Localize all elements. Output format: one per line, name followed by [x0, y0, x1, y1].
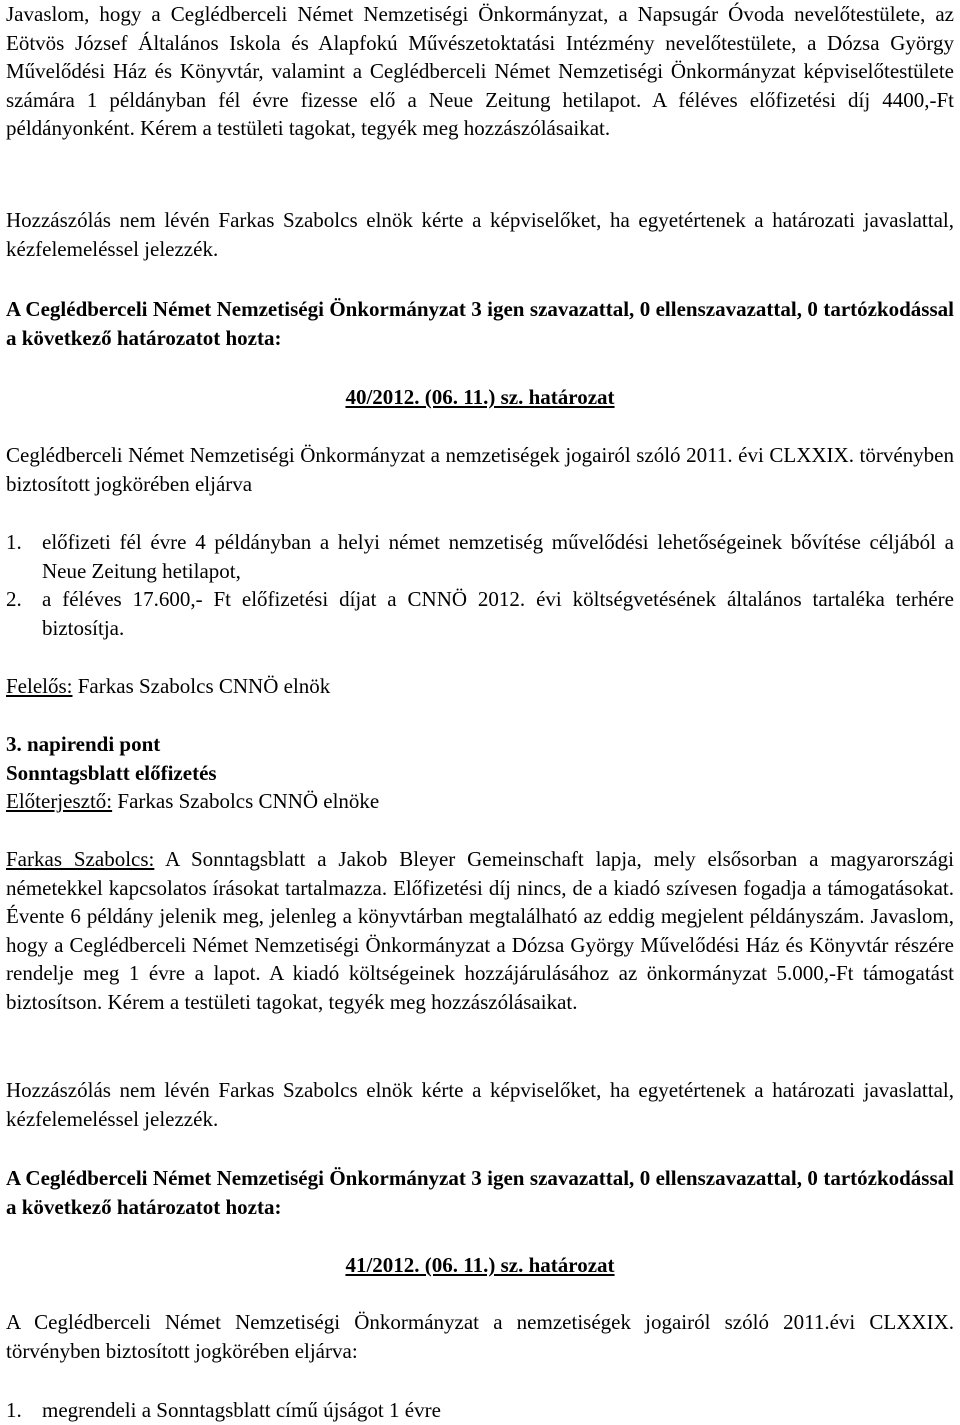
list-item-number: 1.: [6, 1398, 22, 1422]
list-item: [6, 585, 954, 642]
list-item-number: 2.: [6, 587, 22, 612]
vote-request-1: Hozzászólás nem lévén Farkas Szabolcs elnök kérte a képviselőket, ha egyetértenek a határozati javaslattal, kézfelemeléssel jelezzék.: [6, 208, 954, 261]
resolution-1-list: [6, 528, 954, 642]
list-item: [6, 1396, 954, 1425]
resolution-1-title: 40/2012. (06. 11.) sz. határozat: [345, 385, 615, 409]
speaker-text: A Sonntagsblatt a Jakob Bleyer Gemeinschaft lapja, mely elsősorban a magyarországi németekkel kapcsolatos írásokat tartalmazza. Előfizetési díj nincs, de a kiadó szívesen fogadja a támogatásokat. Évente 6 példány jelenik meg, jelenleg a könyvtárban megtalálható az eddig megjelent példányszám. Javaslom, hogy a Ceglédberceli Német Nemzetiségi Önkormányzat a Dózsa György Művelődési Ház és Könyvtár részére rendelje meg 1 évre a lapot. A kiadó költségeinek hozzájárulásához az önkormányzat 5.000,-Ft támogatást biztosítson. Kérem a testületi tagokat, tegyék meg hozzászólásaikat.: [6, 847, 954, 1014]
list-item-number: 1.: [6, 530, 22, 554]
resolution-2-list: [6, 1396, 954, 1425]
vote-result-1: A Ceglédberceli Német Nemzetiségi Önkormányzat 3 igen szavazattal, 0 ellenszavazattal, 0 tartózkodással a következő határozatot hozta:: [6, 297, 954, 350]
vote-result-2: A Ceglédberceli Német Nemzetiségi Önkormányzat 3 igen szavazattal, 0 ellenszavazattal, 0 tartózkodással a következő határozatot hozta:: [6, 1166, 954, 1219]
list-item: [6, 528, 954, 585]
list-item-text: a féléves 17.600,- Ft előfizetési díjat a CNNÖ 2012. évi költségvetésének általános tartaléka terhére biztosítja.: [42, 587, 954, 640]
list-item-text: megrendeli a Sonntagsblatt című újságot 1 évre: [42, 1398, 441, 1422]
vote-request-2: Hozzászólás nem lévén Farkas Szabolcs elnök kérte a képviselőket, ha egyetértenek a határozati javaslattal, kézfelemeléssel jelezzék.: [6, 1078, 954, 1131]
speaker-label: Farkas Szabolcs:: [6, 847, 155, 871]
responsible-value: Farkas Szabolcs CNNÖ elnök: [72, 674, 331, 698]
agenda-title: Sonntagsblatt előfizetés: [6, 761, 217, 785]
intro-paragraph: Javaslom, hogy a Ceglédberceli Német Nemzetiségi Önkormányzat, a Napsugár Óvoda nevelőtestülete, az Eötvös József Általános Iskola és Alapfokú Művészetoktatási Intézmény nevelőtestülete, a Dózsa György Művelődési Ház és Könyvtár, valamint a Ceglédberceli Német Nemzetiségi Önkormányzat képviselőtestülete számára 1 példányban fél évre fizesse elő a Neue Zeitung hetilapot. A féléves előfizetési díj 4400,-Ft példányonként. Kérem a testületi tagokat, tegyék meg hozzászólásaikat.: [6, 2, 954, 141]
agenda-number: 3. napirendi pont: [6, 732, 161, 756]
resolution-1-preamble: Ceglédberceli Német Nemzetiségi Önkormányzat a nemzetiségek jogairól szóló 2011. évi CLXXIX. törvényben biztosított jogkörében eljárva: [6, 443, 954, 496]
agenda-presenter: [6, 787, 954, 816]
list-item-text: előfizeti fél évre 4 példányban a helyi német nemzetiség művelődési lehetőségeinek bővítése céljából a Neue Zeitung hetilapot,: [42, 530, 954, 583]
resolution-1-responsible: [6, 672, 954, 701]
speaker-paragraph: [6, 845, 954, 1017]
resolution-2-preamble: A Ceglédberceli Német Nemzetiségi Önkormányzat a nemzetiségek jogairól szóló 2011.évi CLXXIX. törvényben biztosított jogkörében eljárva:: [6, 1310, 954, 1363]
presenter-value: Farkas Szabolcs CNNÖ elnöke: [112, 789, 380, 813]
responsible-label: Felelős:: [6, 674, 73, 698]
resolution-2-title: 41/2012. (06. 11.) sz. határozat: [345, 1253, 615, 1277]
presenter-label: Előterjesztő:: [6, 789, 113, 813]
